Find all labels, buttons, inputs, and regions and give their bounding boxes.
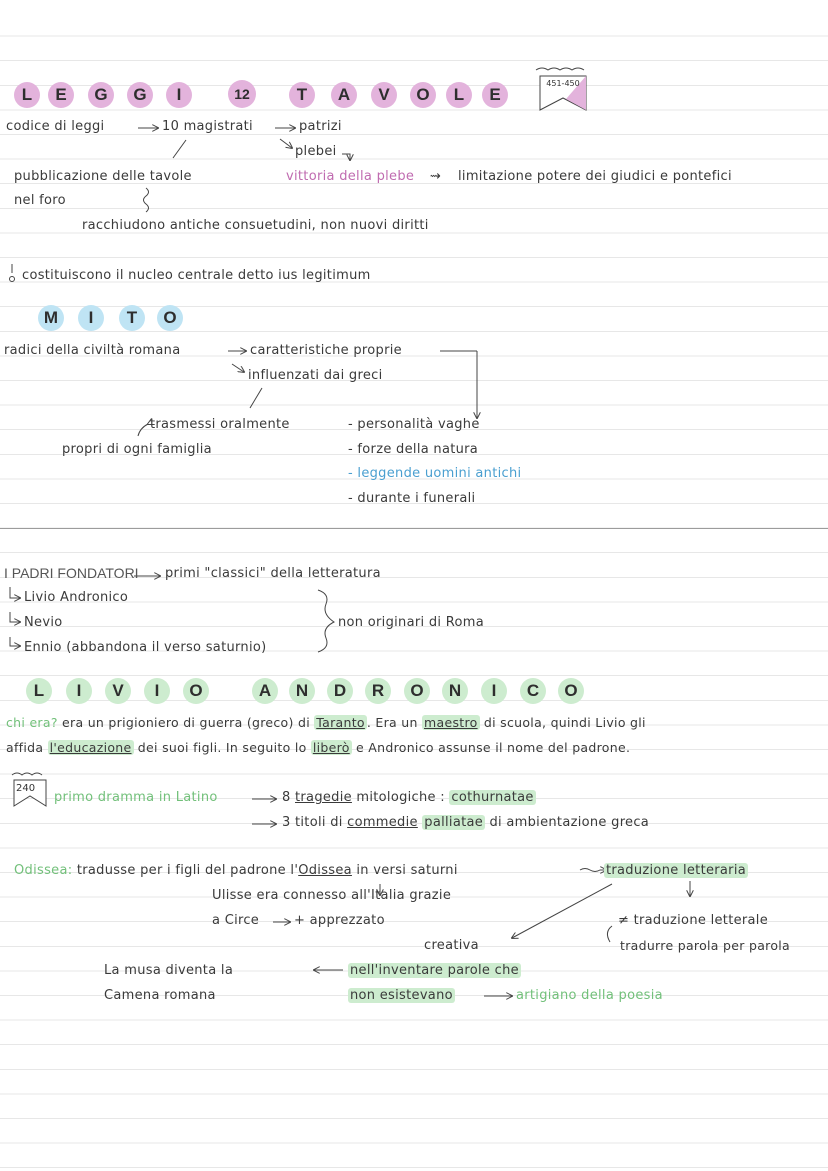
title-number: 12 (228, 80, 256, 108)
note-text: mitologiche : (356, 790, 445, 805)
note-text: Livio Andronico (24, 590, 129, 605)
title-letter: I (481, 678, 507, 704)
note-text: propri di ogni famiglia (62, 442, 212, 457)
note-text: patrizi (299, 119, 342, 134)
highlight-text: l'educazione (49, 740, 132, 755)
note-text: plebei (295, 144, 337, 159)
title-letter: N (442, 678, 468, 704)
note-text: trasmessi oralmente (150, 417, 290, 432)
highlight-text: vittoria della plebe (286, 169, 415, 184)
highlight-text: primo dramma in Latino (54, 790, 218, 805)
note-text: 10 magistrati (162, 119, 253, 134)
title-letter: O (410, 82, 436, 108)
title-letter: I (144, 678, 170, 704)
title-letter: M (38, 305, 64, 331)
note-text: nel foro (14, 193, 66, 208)
note-text (282, 815, 649, 830)
note-text: influenzati dai greci (248, 368, 383, 383)
note-text: ≠ traduzione letterale (618, 913, 769, 928)
title-letter: I (78, 305, 104, 331)
title-letter: O (157, 305, 183, 331)
title-letter: N (289, 678, 315, 704)
title-letter: C (520, 678, 546, 704)
note-text: di ambientazione greca (489, 815, 650, 830)
note-text: Ulisse era connesso all'Italia grazie (212, 888, 452, 903)
title-letter: A (331, 82, 357, 108)
title-letter: G (88, 82, 114, 108)
highlight-text: palliatae (424, 815, 484, 830)
title-letter: E (482, 82, 508, 108)
note-text: Ennio (abbandona il verso saturnio) (24, 640, 267, 655)
paragraph-line (14, 863, 458, 878)
highlight-text: Taranto (316, 715, 365, 730)
highlight-text: - leggende uomini antichi (348, 466, 522, 481)
note-text: tradusse per i figli del padrone l' (76, 863, 299, 878)
title-letter: I (66, 678, 92, 704)
highlight-text: cothurnatae (451, 790, 534, 805)
section-heading: I PADRI FONDATORI (4, 565, 139, 581)
note-text (282, 790, 536, 805)
title-letter: L (26, 678, 52, 704)
question-label: chi era? (6, 715, 58, 730)
date-badge: 451-450 (546, 79, 580, 88)
note-text: e Andronico assunse il nome del padrone. (356, 740, 631, 755)
note-text: affida (6, 740, 44, 755)
title-letter: O (404, 678, 430, 704)
note-text: - personalità vaghe (348, 417, 480, 432)
title-letter: D (327, 678, 353, 704)
note-text: . Era un (366, 715, 418, 730)
section-divider (0, 528, 828, 529)
note-text: caratteristiche proprie (250, 343, 402, 358)
note-text: 8 (282, 790, 291, 805)
note-text: Nevio (24, 615, 63, 630)
note-text: Camena romana (104, 988, 216, 1003)
highlight-text: liberò (312, 740, 350, 755)
paragraph-line (6, 715, 646, 730)
question-label: Odissea: (14, 863, 73, 878)
title-letter: A (252, 678, 278, 704)
title-letter: V (371, 82, 397, 108)
note-text: dei suoi figli. In seguito lo (137, 740, 307, 755)
note-text: codice di leggi (6, 119, 105, 134)
highlight-text: nell'inventare parole che (350, 963, 519, 978)
note-text: Odissea (298, 863, 352, 878)
title-letter: O (183, 678, 209, 704)
note-text: La musa diventa la (104, 963, 234, 978)
note-text: limitazione potere dei giudici e pontefici (458, 169, 732, 184)
note-text: costituiscono il nucleo centrale detto ius legitimum (22, 268, 371, 283)
highlight-text: traduzione letteraria (606, 863, 746, 878)
title-letter: R (365, 678, 391, 704)
note-text: - durante i funerali (348, 491, 476, 506)
title-letter: O (558, 678, 584, 704)
note-text: tradurre parola per parola (620, 938, 790, 953)
title-letter: I (166, 82, 192, 108)
note-text: a Circe (212, 913, 260, 928)
note-text: - forze della natura (348, 442, 479, 457)
note-text: creativa (424, 938, 479, 953)
note-text: pubblicazione delle tavole (14, 169, 192, 184)
note-text: di scuola, quindi Livio gli (483, 715, 646, 730)
note-text: + apprezzato (294, 913, 385, 928)
title-letter: T (289, 82, 315, 108)
note-text: tragedie (295, 790, 352, 805)
title-letter: L (446, 82, 472, 108)
note-text: racchiudono antiche consuetudini, non nuovi diritti (82, 218, 429, 233)
title-letter: V (105, 678, 131, 704)
title-letter: T (119, 305, 145, 331)
paragraph-line (6, 740, 630, 755)
note-text: primi "classici" della letteratura (165, 566, 381, 581)
note-text: radici della civiltà romana (4, 343, 181, 358)
title-letter: G (127, 82, 153, 108)
date-badge: 240 (16, 783, 36, 794)
title-letter: L (14, 82, 40, 108)
note-text: in versi saturni (356, 863, 458, 878)
note-text: ⇝ (430, 169, 442, 184)
note-text: 3 titoli di (282, 815, 343, 830)
highlight-text: artigiano della poesia (516, 988, 663, 1003)
title-letter: E (48, 82, 74, 108)
highlight-text: non esistevano (350, 988, 453, 1003)
note-text: era un prigioniero di guerra (greco) di (62, 715, 310, 730)
highlight-text: maestro (424, 715, 478, 730)
note-text: non originari di Roma (338, 615, 484, 630)
note-text: commedie (347, 815, 418, 830)
